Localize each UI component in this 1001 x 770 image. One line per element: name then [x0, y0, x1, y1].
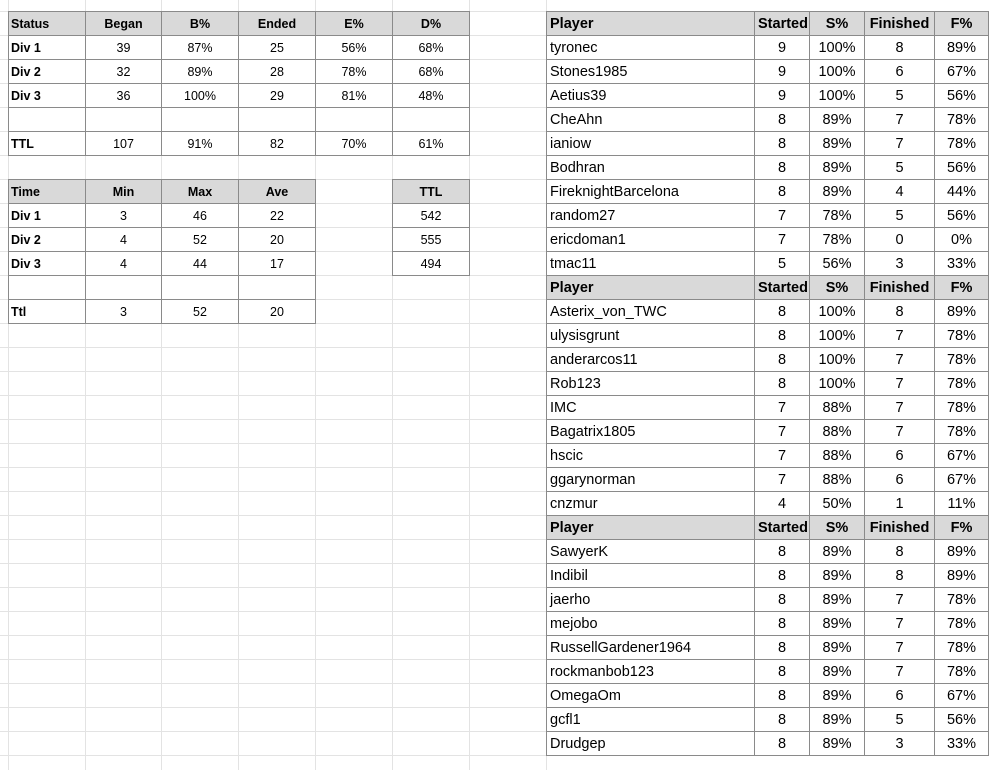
player-row — [547, 300, 989, 324]
status-cell[interactable]: 70% — [316, 132, 393, 156]
player-name-cell[interactable]: anderarcos11 — [547, 348, 755, 372]
player-name-cell[interactable]: ulysisgrunt — [547, 324, 755, 348]
player-stat-cell[interactable]: 5 — [865, 204, 935, 228]
player-stat-cell[interactable]: 8 — [755, 324, 810, 348]
player-name-cell[interactable]: Rob123 — [547, 372, 755, 396]
status-cell[interactable]: 68% — [393, 60, 470, 84]
player-stat-cell[interactable]: 100% — [810, 324, 865, 348]
player-stat-cell[interactable]: 78% — [935, 396, 989, 420]
player-stat-cell[interactable]: 89% — [810, 732, 865, 756]
player-stat-cell[interactable]: 78% — [935, 612, 989, 636]
player-header-cell[interactable]: S% — [810, 276, 865, 300]
status-cell[interactable]: TTL — [9, 132, 86, 156]
player-stat-cell[interactable]: 7 — [865, 324, 935, 348]
ttl-header-cell[interactable]: TTL — [393, 180, 470, 204]
player-stat-cell[interactable]: 89% — [935, 540, 989, 564]
player-stat-cell[interactable]: 5 — [755, 252, 810, 276]
player-header-cell[interactable]: Player — [547, 516, 755, 540]
status-header-cell[interactable]: B% — [162, 12, 239, 36]
status-cell[interactable]: Div 3 — [9, 84, 86, 108]
time-row — [9, 300, 316, 324]
player-stat-cell[interactable]: 8 — [755, 636, 810, 660]
status-cell[interactable]: Div 1 — [9, 36, 86, 60]
player-stat-cell[interactable]: 78% — [935, 108, 989, 132]
status-cell[interactable]: 36 — [86, 84, 162, 108]
player-row — [547, 708, 989, 732]
ttl-cell[interactable]: 555 — [393, 228, 470, 252]
player-stat-cell[interactable]: 89% — [810, 588, 865, 612]
player-row — [547, 444, 989, 468]
time-row — [9, 276, 316, 300]
status-cell[interactable]: 28 — [239, 60, 316, 84]
player-stat-cell[interactable]: 9 — [755, 84, 810, 108]
player-name-cell[interactable]: gcfl1 — [547, 708, 755, 732]
player-stat-cell[interactable]: 100% — [810, 348, 865, 372]
player-stat-cell[interactable]: 8 — [755, 708, 810, 732]
player-name-cell[interactable]: cnzmur — [547, 492, 755, 516]
player-row — [547, 660, 989, 684]
player-stat-cell[interactable]: 6 — [865, 444, 935, 468]
player-header-row — [547, 516, 989, 540]
player-stat-cell[interactable]: 78% — [810, 228, 865, 252]
time-cell[interactable]: 4 — [86, 252, 162, 276]
player-header-row — [547, 12, 989, 36]
player-name-cell[interactable]: ggarynorman — [547, 468, 755, 492]
status-row — [9, 132, 470, 156]
player-row — [547, 156, 989, 180]
player-stat-cell[interactable]: 8 — [755, 300, 810, 324]
player-stat-cell[interactable]: 9 — [755, 36, 810, 60]
status-cell[interactable]: 91% — [162, 132, 239, 156]
player-stat-cell[interactable]: 9 — [755, 60, 810, 84]
player-stat-cell[interactable]: 44% — [935, 180, 989, 204]
player-stat-cell[interactable]: 8 — [755, 564, 810, 588]
status-cell[interactable]: Div 2 — [9, 60, 86, 84]
player-stat-cell[interactable]: 78% — [935, 348, 989, 372]
status-cell[interactable]: 87% — [162, 36, 239, 60]
player-stat-cell[interactable]: 7 — [865, 420, 935, 444]
player-stat-cell[interactable]: 6 — [865, 60, 935, 84]
player-stat-cell[interactable]: 7 — [865, 108, 935, 132]
player-header-cell[interactable]: Started — [755, 12, 810, 36]
time-cell[interactable] — [239, 276, 316, 300]
player-stat-cell[interactable]: 89% — [935, 564, 989, 588]
player-row — [547, 468, 989, 492]
status-cell[interactable] — [86, 108, 162, 132]
player-name-cell[interactable]: ianiow — [547, 132, 755, 156]
player-stat-cell[interactable]: 78% — [935, 324, 989, 348]
time-header-cell[interactable]: Time — [9, 180, 86, 204]
ttl-row — [393, 252, 470, 276]
status-cell[interactable]: 82 — [239, 132, 316, 156]
ttl-row — [393, 228, 470, 252]
ttl-cell[interactable]: 542 — [393, 204, 470, 228]
player-stat-cell[interactable]: 89% — [810, 108, 865, 132]
status-header-cell[interactable]: Ended — [239, 12, 316, 36]
player-stat-cell[interactable]: 8 — [865, 300, 935, 324]
player-stat-cell[interactable]: 7 — [865, 396, 935, 420]
player-stat-cell[interactable]: 5 — [865, 156, 935, 180]
player-name-cell[interactable]: mejobo — [547, 612, 755, 636]
status-cell[interactable]: 29 — [239, 84, 316, 108]
player-stat-cell[interactable]: 8 — [755, 372, 810, 396]
player-stat-cell[interactable]: 5 — [865, 708, 935, 732]
player-stat-cell[interactable]: 88% — [810, 444, 865, 468]
player-stat-cell[interactable]: 89% — [810, 684, 865, 708]
player-stat-cell[interactable]: 100% — [810, 300, 865, 324]
player-stat-cell[interactable]: 8 — [755, 684, 810, 708]
player-stat-cell[interactable]: 4 — [865, 180, 935, 204]
player-stat-cell[interactable]: 67% — [935, 444, 989, 468]
player-row — [547, 60, 989, 84]
player-row — [547, 372, 989, 396]
player-name-cell[interactable]: Bagatrix1805 — [547, 420, 755, 444]
status-header-cell[interactable]: Began — [86, 12, 162, 36]
player-stat-cell[interactable]: 8 — [755, 348, 810, 372]
player-name-cell[interactable]: CheAhn — [547, 108, 755, 132]
player-header-cell[interactable]: F% — [935, 12, 989, 36]
player-stat-cell[interactable]: 8 — [865, 540, 935, 564]
status-table — [8, 11, 470, 156]
player-stat-cell[interactable]: 7 — [755, 204, 810, 228]
time-cell[interactable]: 46 — [162, 204, 239, 228]
player-stat-cell[interactable]: 88% — [810, 468, 865, 492]
player-stat-cell[interactable]: 78% — [935, 588, 989, 612]
player-stat-cell[interactable]: 7 — [865, 636, 935, 660]
player-name-cell[interactable]: Bodhran — [547, 156, 755, 180]
player-stat-cell[interactable]: 88% — [810, 420, 865, 444]
player-name-cell[interactable]: SawyerK — [547, 540, 755, 564]
ttl-table — [392, 179, 470, 276]
time-cell[interactable] — [86, 276, 162, 300]
player-name-cell[interactable]: jaerho — [547, 588, 755, 612]
status-header-cell[interactable]: D% — [393, 12, 470, 36]
status-cell[interactable]: 25 — [239, 36, 316, 60]
player-stat-cell[interactable]: 8 — [755, 588, 810, 612]
player-stat-cell[interactable]: 8 — [755, 156, 810, 180]
player-name-cell[interactable]: tyronec — [547, 36, 755, 60]
player-stat-cell[interactable]: 56% — [935, 156, 989, 180]
player-stat-cell[interactable]: 8 — [755, 132, 810, 156]
time-cell[interactable]: 3 — [86, 204, 162, 228]
player-stat-cell[interactable]: 1 — [865, 492, 935, 516]
player-row — [547, 588, 989, 612]
player-row — [547, 636, 989, 660]
player-stat-cell[interactable]: 8 — [755, 612, 810, 636]
player-name-cell[interactable]: IMC — [547, 396, 755, 420]
player-stat-cell[interactable]: 89% — [810, 636, 865, 660]
player-stat-cell[interactable]: 7 — [865, 588, 935, 612]
player-stat-cell[interactable]: 5 — [865, 84, 935, 108]
status-header-cell[interactable]: Status — [9, 12, 86, 36]
player-row — [547, 84, 989, 108]
status-cell[interactable]: 48% — [393, 84, 470, 108]
player-name-cell[interactable]: OmegaOm — [547, 684, 755, 708]
player-header-cell[interactable]: Player — [547, 276, 755, 300]
status-cell[interactable]: 107 — [86, 132, 162, 156]
time-cell[interactable]: Div 1 — [9, 204, 86, 228]
player-header-row — [547, 276, 989, 300]
time-table — [8, 179, 316, 324]
player-stat-cell[interactable]: 56% — [935, 708, 989, 732]
player-name-cell[interactable]: ericdoman1 — [547, 228, 755, 252]
time-cell[interactable]: 17 — [239, 252, 316, 276]
player-stat-cell[interactable]: 100% — [810, 372, 865, 396]
time-cell[interactable]: 20 — [239, 300, 316, 324]
player-name-cell[interactable]: RussellGardener1964 — [547, 636, 755, 660]
time-header-cell[interactable]: Ave — [239, 180, 316, 204]
player-name-cell[interactable]: Indibil — [547, 564, 755, 588]
player-stat-cell[interactable]: 89% — [810, 660, 865, 684]
player-stat-cell[interactable]: 7 — [865, 348, 935, 372]
time-header-cell[interactable]: Min — [86, 180, 162, 204]
status-cell[interactable]: 56% — [316, 36, 393, 60]
player-stat-cell[interactable]: 56% — [935, 204, 989, 228]
player-name-cell[interactable]: Asterix_von_TWC — [547, 300, 755, 324]
status-cell[interactable]: 39 — [86, 36, 162, 60]
player-row — [547, 108, 989, 132]
time-cell[interactable]: 44 — [162, 252, 239, 276]
player-row — [547, 420, 989, 444]
time-cell[interactable]: 20 — [239, 228, 316, 252]
player-row — [547, 492, 989, 516]
player-stat-cell[interactable]: 8 — [755, 732, 810, 756]
player-row — [547, 564, 989, 588]
player-row — [547, 252, 989, 276]
status-cell[interactable] — [9, 108, 86, 132]
player-header-cell[interactable]: Finished — [865, 12, 935, 36]
player-stat-cell[interactable]: 100% — [810, 36, 865, 60]
ttl-cell[interactable]: 494 — [393, 252, 470, 276]
player-stat-cell[interactable]: 89% — [935, 36, 989, 60]
player-name-cell[interactable]: Drudgep — [547, 732, 755, 756]
player-stat-cell[interactable]: 7 — [755, 468, 810, 492]
player-header-cell[interactable]: Started — [755, 516, 810, 540]
player-stat-cell[interactable]: 33% — [935, 252, 989, 276]
player-stat-cell[interactable]: 89% — [810, 132, 865, 156]
player-stat-cell[interactable]: 78% — [935, 372, 989, 396]
player-stat-cell[interactable]: 89% — [810, 564, 865, 588]
player-stat-cell[interactable]: 7 — [755, 228, 810, 252]
status-cell[interactable] — [239, 108, 316, 132]
player-stat-cell[interactable]: 8 — [755, 660, 810, 684]
status-cell[interactable]: 89% — [162, 60, 239, 84]
player-stat-cell[interactable]: 78% — [935, 132, 989, 156]
player-row — [547, 540, 989, 564]
status-header-row — [9, 12, 470, 36]
player-stat-cell[interactable]: 67% — [935, 468, 989, 492]
time-row — [9, 228, 316, 252]
player-stat-cell[interactable]: 6 — [865, 468, 935, 492]
player-stat-cell[interactable]: 8 — [865, 36, 935, 60]
time-cell[interactable]: Ttl — [9, 300, 86, 324]
status-cell[interactable]: 100% — [162, 84, 239, 108]
player-stat-cell[interactable]: 67% — [935, 684, 989, 708]
ttl-header-row — [393, 180, 470, 204]
player-header-cell[interactable]: S% — [810, 12, 865, 36]
status-row — [9, 60, 470, 84]
player-table — [546, 11, 989, 756]
player-stat-cell[interactable]: 6 — [865, 684, 935, 708]
status-cell[interactable]: 32 — [86, 60, 162, 84]
time-cell[interactable]: Div 3 — [9, 252, 86, 276]
status-cell[interactable]: 78% — [316, 60, 393, 84]
player-stat-cell[interactable]: 7 — [865, 132, 935, 156]
player-name-cell[interactable]: FireknightBarcelona — [547, 180, 755, 204]
time-header-cell[interactable]: Max — [162, 180, 239, 204]
player-stat-cell[interactable]: 3 — [865, 252, 935, 276]
player-stat-cell[interactable]: 78% — [935, 636, 989, 660]
player-stat-cell[interactable]: 3 — [865, 732, 935, 756]
player-stat-cell[interactable]: 8 — [755, 108, 810, 132]
status-header-cell[interactable]: E% — [316, 12, 393, 36]
player-stat-cell[interactable]: 67% — [935, 60, 989, 84]
player-header-cell[interactable]: Player — [547, 12, 755, 36]
time-cell[interactable]: 52 — [162, 300, 239, 324]
player-stat-cell[interactable]: 78% — [935, 660, 989, 684]
status-cell[interactable] — [393, 108, 470, 132]
player-name-cell[interactable]: Stones1985 — [547, 60, 755, 84]
player-header-cell[interactable]: S% — [810, 516, 865, 540]
player-stat-cell[interactable]: 8 — [755, 180, 810, 204]
player-stat-cell[interactable]: 89% — [810, 156, 865, 180]
player-stat-cell[interactable]: 7 — [755, 444, 810, 468]
time-cell[interactable] — [9, 276, 86, 300]
player-stat-cell[interactable]: 11% — [935, 492, 989, 516]
player-name-cell[interactable]: random27 — [547, 204, 755, 228]
player-row — [547, 180, 989, 204]
status-cell[interactable]: 61% — [393, 132, 470, 156]
time-row — [9, 252, 316, 276]
player-stat-cell[interactable]: 8 — [755, 540, 810, 564]
player-stat-cell[interactable]: 7 — [865, 660, 935, 684]
player-stat-cell[interactable]: 0% — [935, 228, 989, 252]
player-stat-cell[interactable]: 56% — [935, 84, 989, 108]
status-cell[interactable] — [316, 108, 393, 132]
time-cell[interactable]: 52 — [162, 228, 239, 252]
player-stat-cell[interactable]: 50% — [810, 492, 865, 516]
status-row — [9, 108, 470, 132]
player-name-cell[interactable]: Aetius39 — [547, 84, 755, 108]
player-name-cell[interactable]: rockmanbob123 — [547, 660, 755, 684]
ttl-row — [393, 204, 470, 228]
player-stat-cell[interactable]: 100% — [810, 84, 865, 108]
status-cell[interactable]: 68% — [393, 36, 470, 60]
player-stat-cell[interactable]: 89% — [935, 300, 989, 324]
player-row — [547, 732, 989, 756]
player-stat-cell[interactable]: 56% — [810, 252, 865, 276]
player-stat-cell[interactable]: 100% — [810, 60, 865, 84]
player-row — [547, 396, 989, 420]
player-stat-cell[interactable]: 78% — [935, 420, 989, 444]
status-cell[interactable] — [162, 108, 239, 132]
player-stat-cell[interactable]: 89% — [810, 708, 865, 732]
player-stat-cell[interactable]: 33% — [935, 732, 989, 756]
player-stat-cell[interactable]: 4 — [755, 492, 810, 516]
player-header-cell[interactable]: F% — [935, 276, 989, 300]
player-stat-cell[interactable]: 89% — [810, 180, 865, 204]
time-header-row — [9, 180, 316, 204]
player-header-cell[interactable]: F% — [935, 516, 989, 540]
player-stat-cell[interactable]: 78% — [810, 204, 865, 228]
player-row — [547, 348, 989, 372]
player-row — [547, 36, 989, 60]
time-cell[interactable]: 22 — [239, 204, 316, 228]
player-stat-cell[interactable]: 7 — [865, 372, 935, 396]
time-cell[interactable]: 4 — [86, 228, 162, 252]
time-row — [9, 204, 316, 228]
player-stat-cell[interactable]: 88% — [810, 396, 865, 420]
player-row — [547, 684, 989, 708]
player-stat-cell[interactable]: 7 — [865, 612, 935, 636]
player-stat-cell[interactable]: 8 — [865, 564, 935, 588]
player-row — [547, 132, 989, 156]
player-name-cell[interactable]: hscic — [547, 444, 755, 468]
player-stat-cell[interactable]: 89% — [810, 540, 865, 564]
player-header-cell[interactable]: Finished — [865, 516, 935, 540]
player-header-cell[interactable]: Started — [755, 276, 810, 300]
player-stat-cell[interactable]: 89% — [810, 612, 865, 636]
status-row — [9, 36, 470, 60]
status-row — [9, 84, 470, 108]
player-row — [547, 612, 989, 636]
player-row — [547, 324, 989, 348]
player-row — [547, 204, 989, 228]
time-cell[interactable] — [162, 276, 239, 300]
player-header-cell[interactable]: Finished — [865, 276, 935, 300]
player-name-cell[interactable]: tmac11 — [547, 252, 755, 276]
time-cell[interactable]: 3 — [86, 300, 162, 324]
player-stat-cell[interactable]: 7 — [755, 396, 810, 420]
player-row — [547, 228, 989, 252]
status-cell[interactable]: 81% — [316, 84, 393, 108]
time-cell[interactable]: Div 2 — [9, 228, 86, 252]
player-stat-cell[interactable]: 7 — [755, 420, 810, 444]
player-stat-cell[interactable]: 0 — [865, 228, 935, 252]
